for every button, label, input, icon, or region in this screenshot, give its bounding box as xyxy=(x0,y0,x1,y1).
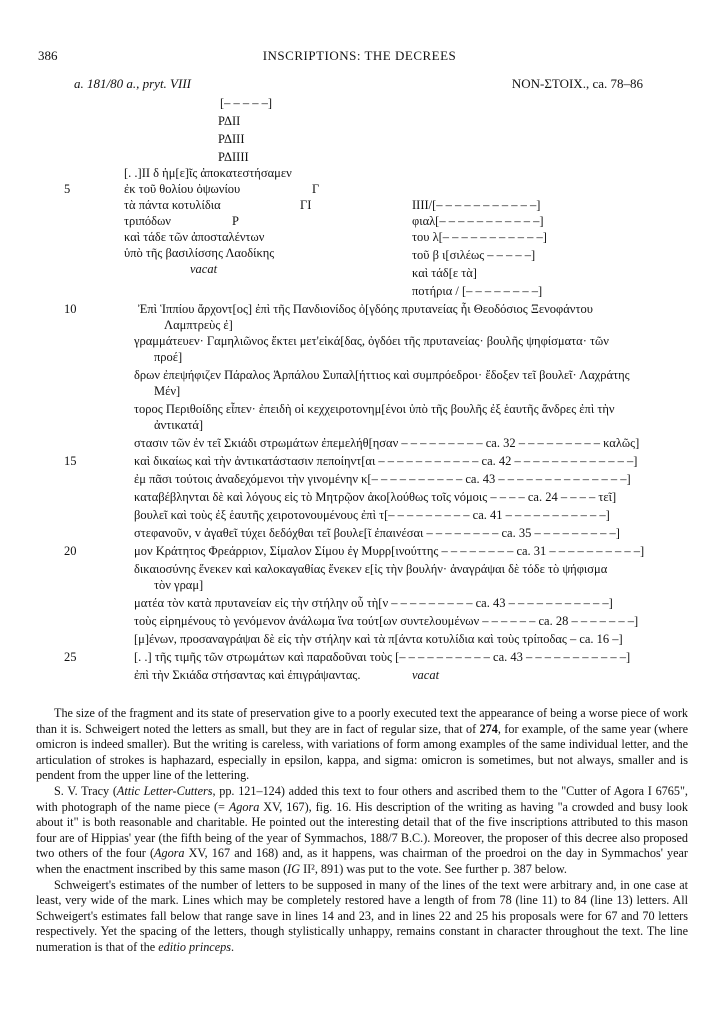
decree-line: προέ] xyxy=(154,350,183,364)
vacat-mark: vacat xyxy=(412,668,440,682)
page-number: 386 xyxy=(38,48,58,63)
text-run: II², 891) was put to the vote. See further p. 387 below. xyxy=(300,861,567,876)
decree-line: Λαμπτρεὺς ἐ] xyxy=(164,318,233,332)
decree-line: τὸν γραμ] xyxy=(154,578,204,592)
line-number: 20 xyxy=(64,544,77,558)
running-title: INSCRIPTIONS: THE DECREES xyxy=(262,48,457,63)
decree-line: μον Κράτητος Φρεάρριον, Σίμαλον Σίμου ἐγ Μυρρ[ινούττης – – – – – – – – ca. 31 – – – – – – – – – –] xyxy=(134,544,645,558)
decree-line: στασιν τῶν ἐν τεῖ Σκιάδι στρωμάτων ἐπεμελήθ[ησαν – – – – – – – – – ca. 32 – – – – – – – – – καλῶς] xyxy=(134,436,640,450)
inscription-right-line: καὶ τάδ[ε τὰ] xyxy=(412,266,477,280)
commentary-paragraph xyxy=(36,784,688,878)
text-run: Schweigert's estimates of the number of letters to be supposed in many of the lines of the text were arbitrary and, in one case at least, very wide of the mark. Lines which may be completely restored have a length of from 78 (line 11) to 84 (line 13) letters. All Schweigert's estimates fall below that range save in lines 14 and 23, and in lines 22 and 25 his proposals were for 67 and 70 letters respectively. Yet the spacing of the letters, though stylistically unhappy, remains constant in character throughout the text. The line numeration is that of the xyxy=(36,877,688,954)
line-number: 25 xyxy=(64,650,77,664)
numeral-line: [– – – – –] xyxy=(220,96,273,110)
cross-reference: 274 xyxy=(479,721,498,736)
citation-title: Agora xyxy=(228,799,260,814)
decree-line: τορος Περιθοίδης εἶπεν· ἐπειδὴ οἱ κεχχειροτονημ[ένοι ὑπὸ τῆς βουλῆς ἐξ ἑαυτῆς ἄνδρες ἐπὶ τὴν xyxy=(134,402,615,416)
citation-title: editio princeps xyxy=(158,939,231,954)
inscription-mark: ΓΙ xyxy=(300,198,312,212)
inscription-mark: Γ xyxy=(312,182,320,196)
vacat-mark: vacat xyxy=(190,262,218,276)
line-number: 10 xyxy=(64,302,77,316)
decree-line: ἐπὶ τὴν Σκιάδα στήσαντας καὶ ἐπιγράψαντας. xyxy=(134,668,361,682)
citation-title: Agora xyxy=(154,846,185,861)
numeral-line: ΡΔΙΙ xyxy=(218,114,241,128)
inscription-right-line: ΙΙΙΙ/[– – – – – – – – – – –] xyxy=(412,198,541,212)
inscription-line: καὶ τάδε τῶν ἀποσταλέντων xyxy=(124,230,265,244)
decree-line: τοὺς εἰρημένους τὸ γενόμενον ἀνάλωμα ἵνα τούτ[ων συντελουμένων – – – – – – ca. 28 – – – – – – –] xyxy=(134,614,639,628)
decree-line: Μέν] xyxy=(154,384,181,398)
inscription-line: [. .]ΙΙ δ ἡμ[ε]ῖς ἀποκατεστήσαμεν xyxy=(124,166,292,180)
text-run: . xyxy=(230,939,235,954)
inscription-right-line: φιαλ[– – – – – – – – – – –] xyxy=(412,214,544,228)
numeral-line: ΡΔΙΙΙΙ xyxy=(218,150,249,164)
decree-line: [. .] τῆς τιμῆς τῶν στρωμάτων καὶ παραδοῦναι τοὺς [– – – – – – – – – – ca. 43 – – – – – – – – – – –] xyxy=(134,650,631,664)
inscription-right-line: ποτήρια / [– – – – – – – –] xyxy=(412,284,543,298)
inscription-line: τὰ πάντα κοτυλίδια xyxy=(124,198,221,212)
decree-line: Ἐπὶ Ἱππίου ἄρχοντ[ος] ἐπὶ τῆς Πανδιονίδος ὀ[γδόης πρυτανείας ἧι Θεοδόσιος Ξενοφάντου xyxy=(138,302,593,316)
inscription-line: ἐκ τοῦ θολίου ὀψωνίου xyxy=(124,182,241,196)
line-number: 15 xyxy=(64,454,77,468)
citation-title: Attic Letter-Cutters xyxy=(116,783,213,798)
decree-line: καταβέβληνται δὲ καὶ λόγους εἰς τὸ Μητρῷον ἀκο[λούθως τοῖς νόμοις – – – – ca. 24 – – – – τεῖ] xyxy=(134,490,617,504)
decree-line: γραμμάτευεν· Γαμηλιῶνος ἔκτει μετ'εἰκά[δας, ὀγδόει τῆς πρυτανείας· βουλῆς ψηφίσματα· τῶν xyxy=(134,334,609,348)
numeral-line: ΡΔΙΙΙ xyxy=(218,132,245,146)
inscription-right-line: τοῦ β ι[σιλέως – – – – –] xyxy=(412,248,536,262)
inscription-line: ὑπὸ τῆς βασιλίσσης Λαοδίκης xyxy=(124,246,275,260)
decree-line: δρων ἐπεψήφιζεν Πάραλος Ἁρπάλου Συπαλ[ήττιος καὶ συμπρόεδροι· ἔδοξεν τεῖ βουλεῖ· Λαχράτης xyxy=(134,368,630,382)
inscription-right-line: του λ[– – – – – – – – – – –] xyxy=(412,230,547,244)
decree-line: καὶ δικαίως καὶ τὴν ἀντικατάστασιν πεποίηντ[αι – – – – – – – – – – – ca. 42 – – – – – – – – – – – – –] xyxy=(134,454,638,468)
text-run: , for example, of the same year (where omicron is indeed smaller). But the writing is careless, with variations of form among examples of the same individual letter, and the articulation of strokes is haphazard, especially in epsilon, kappa, and sigma: omicron is sometimes, but not always, smaller and is pendent from the upper line of the lettering. xyxy=(36,721,688,783)
text-run: , pp. 121–124) added this text to four others and ascribed them to the "Cutter of Agora I 6765", with photograph of the name piece (= xyxy=(36,783,688,814)
inscription-mark: Ρ xyxy=(232,214,239,228)
text-run: XV, 167 and 168) and, as it happens, was chairman of the proedroi on the day in Symmachos' year when the enactment inscribed by this same mason ( xyxy=(36,846,688,876)
decree-line: ἀντικατά] xyxy=(154,418,204,432)
inscription-line: τριπόδων xyxy=(124,214,171,228)
format-right: NON-ΣΤΟΙΧ., ca. 78–86 xyxy=(511,76,643,91)
decree-line: [μ]ένων, προσαναγράψαι δὲ εἰς τὴν στήλην καὶ τὰ π[άντα κοτυλίδια καὶ τοὺς τρίποδας – ca. 16 –] xyxy=(134,632,623,646)
decree-line: δικαιοσύνης ἕνεκεν καὶ καλοκαγαθίας ἕνεκεν ε[ἰς τὴν βουλήν· ἀναγράψαι δὲ τόδε τὸ ψήφισμα xyxy=(134,562,608,576)
decree-line: ματέα τὸν κατὰ πρυτανείαν εἰς τὴν στήλην οὗ τὴ[ν – – – – – – – – – ca. 43 – – – – – – – – – – –] xyxy=(134,596,613,610)
text-run: XV, 167), fig. 16. His description of the writing as having "a crowded and busy look about it" is both reasonable and charitable. He pointed out the interesting detail that of the five inscriptions attributed to this mason four are of Hippias' year (the fifth being of the year of Symmachos, 188/7 B.C.). Moreover, the proposer of this decree also proposed two others of the four ( xyxy=(36,799,688,861)
commentary xyxy=(36,706,688,956)
decree-line: βουλεῖ καὶ τοὺς ἐξ ἑαυτῆς χειροτονουμένους ἐπὶ τ[– – – – – – – – – ca. 41 – – – – – – – – – – –] xyxy=(134,508,610,522)
commentary-paragraph xyxy=(36,706,688,784)
commentary-paragraph xyxy=(36,878,688,956)
text-run: The size of the fragment and its state of preservation give to a poorly executed text the appearance of being a worse piece of work than it is. Schweigert noted the letters as small, but they are in fact of regular size, that of xyxy=(36,706,688,736)
citation-title: IG xyxy=(287,861,301,876)
line-number: 5 xyxy=(64,182,71,196)
date-left: a. 181/80 a., pryt. VIII xyxy=(74,76,191,91)
decree-line: ἐμ πᾶσι τούτοις ἀναδεχόμενοι τὴν γινομένην κ[– – – – – – – – – – ca. 43 – – – – – – – – – – – – – –] xyxy=(134,472,631,486)
text-run: S. V. Tracy ( xyxy=(54,783,117,798)
decree-line: στεφανοῦν, v ἀγαθεῖ τύχει δεδόχθαι τεῖ βουλε[ῖ ἐπαινέσαι – – – – – – – – ca. 35 – – – – – – – – –] xyxy=(134,526,620,540)
